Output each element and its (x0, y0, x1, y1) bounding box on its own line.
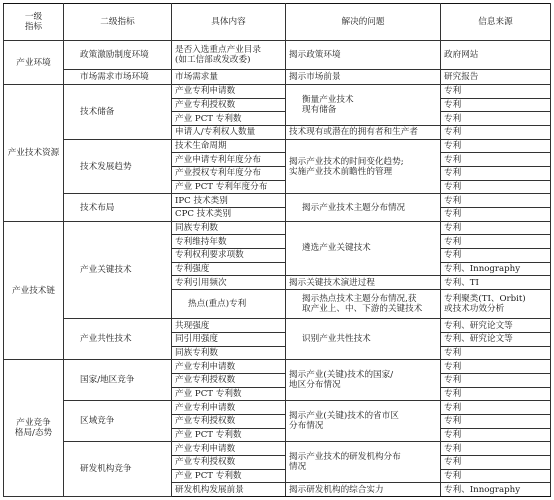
level1-cell: 产业技术链 (4, 221, 64, 360)
source-cell: 专利 (441, 469, 551, 483)
content-cell: 产业 PCT 专利数 (172, 469, 286, 483)
content-cell: 产业专利申请数 (172, 401, 286, 415)
source-cell: 专利 (441, 428, 551, 442)
source-cell: 专利、TI (441, 276, 551, 290)
problem-cell: 揭示市场前景 (286, 70, 441, 85)
problem-cell: 识别产业共性技术 (286, 319, 441, 360)
table-row (4, 139, 551, 153)
level2-cell: 区域竞争 (64, 401, 172, 442)
content-cell: 产业专利授权数 (172, 373, 286, 387)
source-cell: 专利 (441, 373, 551, 387)
content-cell: 共现强度 (172, 319, 286, 333)
problem-cell: 遴选产业关键技术 (286, 221, 441, 276)
source-cell: 专利、研究论文等 (441, 319, 551, 333)
header-content: 具体内容 (172, 4, 286, 41)
header-problem: 解决的问题 (286, 4, 441, 41)
problem-cell: 揭示热点技术主题分布情况,获 取产业上、中、下游的关键技术 (286, 289, 441, 318)
problem-cell: 衡量产业技术 现有储备 (286, 85, 441, 126)
level2-cell: 产业关键技术 (64, 221, 172, 319)
content-cell: 产业专利授权数 (172, 455, 286, 469)
content-cell: CPC 技术类别 (172, 208, 286, 222)
content-cell: 专利权利要求项数 (172, 248, 286, 262)
content-cell: 同引用强度 (172, 333, 286, 347)
problem-cell: 揭示研发机构的综合实力 (286, 483, 441, 497)
header-row (4, 4, 551, 41)
problem-cell: 揭示产业技术主题分布情况 (286, 194, 441, 221)
source-cell: 研究报告 (441, 70, 551, 85)
table-body (4, 41, 551, 497)
level2-cell: 国家/地区竞争 (64, 360, 172, 401)
source-cell: 专利、研究论文等 (441, 333, 551, 347)
source-cell: 专利 (441, 112, 551, 126)
problem-cell: 揭示产业(关键)技术的国家/ 地区分布情况 (286, 360, 441, 401)
source-cell: 专利 (441, 455, 551, 469)
content-cell: 热点(重点)专利 (172, 289, 286, 318)
problem-cell: 揭示关键技术演进过程 (286, 276, 441, 290)
content-cell: 研发机构发展前景 (172, 483, 286, 497)
source-cell: 专利 (441, 235, 551, 249)
table-row (4, 401, 551, 415)
problem-cell: 揭示产业技术的研发机构分布 情况 (286, 442, 441, 483)
source-cell: 专利 (441, 221, 551, 235)
content-cell: 产业 PCT 专利数 (172, 112, 286, 126)
source-cell: 专利、Innography (441, 483, 551, 497)
content-cell: 申请人/专利权人数量 (172, 126, 286, 140)
content-cell: 产业 PCT 专利年度分布 (172, 180, 286, 194)
content-cell: 产业专利申请数 (172, 85, 286, 99)
source-cell: 专利 (441, 126, 551, 140)
source-cell: 专利 (441, 248, 551, 262)
content-cell: 产业 PCT 专利数 (172, 387, 286, 401)
source-cell: 专利 (441, 442, 551, 456)
table-row (4, 221, 551, 235)
source-cell: 专利 (441, 194, 551, 208)
level1-cell: 产业竞争 格局/态势 (4, 360, 64, 497)
content-cell: 同族专利数 (172, 346, 286, 360)
source-cell: 专利 (441, 85, 551, 99)
content-cell: 专利引用频次 (172, 276, 286, 290)
content-cell: 产业专利授权数 (172, 414, 286, 428)
source-cell: 政府网站 (441, 41, 551, 70)
source-cell: 专利 (441, 346, 551, 360)
content-cell: 市场需求量 (172, 70, 286, 85)
level2-cell: 研发机构竞争 (64, 442, 172, 497)
table-row (4, 41, 551, 70)
header-level2: 二级指标 (64, 4, 172, 41)
problem-cell: 技术现有或潜在的拥有者和生产者 (286, 126, 441, 140)
table-row (4, 442, 551, 456)
content-cell: IPC 技术类别 (172, 194, 286, 208)
header-source: 信息来源 (441, 4, 551, 41)
content-cell: 产业专利授权数 (172, 98, 286, 112)
source-cell: 专利 (441, 360, 551, 374)
problem-cell: 揭示产业技术的时间变化趋势; 实施产业技术前瞻性的管理 (286, 139, 441, 194)
problem-cell: 揭示政策环境 (286, 41, 441, 70)
content-cell: 产业专利申请数 (172, 360, 286, 374)
source-cell: 专利 (441, 167, 551, 181)
content-cell: 产业授权专利年度分布 (172, 167, 286, 181)
level2-cell: 产业共性技术 (64, 319, 172, 360)
content-cell: 技术生命周期 (172, 139, 286, 153)
source-cell: 专利 (441, 401, 551, 415)
source-cell: 专利 (441, 139, 551, 153)
level2-cell: 技术布局 (64, 194, 172, 221)
table-row (4, 85, 551, 99)
content-cell: 产业专利申请数 (172, 442, 286, 456)
level2-cell: 政策激励制度环境 (64, 41, 172, 70)
table-row (4, 360, 551, 374)
content-cell: 产业 PCT 专利数 (172, 428, 286, 442)
content-cell: 是否入选重点产业目录 (如工信部或发改委) (172, 41, 286, 70)
content-cell: 产业申请专利年度分布 (172, 153, 286, 167)
source-cell: 专利 (441, 414, 551, 428)
level2-cell: 市场需求市场环境 (64, 70, 172, 85)
indicator-table (3, 3, 551, 497)
problem-cell: 揭示产业(关键)技术的省市区 分布情况 (286, 401, 441, 442)
level2-cell: 技术发展趋势 (64, 139, 172, 194)
content-cell: 同族专利数 (172, 221, 286, 235)
level2-cell: 技术储备 (64, 85, 172, 140)
table-row (4, 319, 551, 333)
header-level1: 一级 指标 (4, 4, 64, 41)
source-cell: 专利 (441, 153, 551, 167)
level1-cell: 产业环境 (4, 41, 64, 85)
level1-cell: 产业技术资源 (4, 85, 64, 222)
source-cell: 专利 (441, 208, 551, 222)
source-cell: 专利 (441, 98, 551, 112)
source-cell: 专利 (441, 387, 551, 401)
content-cell: 专利强度 (172, 262, 286, 276)
table-row (4, 70, 551, 85)
source-cell: 专利、Innography (441, 262, 551, 276)
source-cell: 专利 (441, 180, 551, 194)
source-cell: 专利聚类(TI、Orbit) 或技术功效分析 (441, 289, 551, 318)
content-cell: 专利维持年数 (172, 235, 286, 249)
table-row (4, 194, 551, 208)
